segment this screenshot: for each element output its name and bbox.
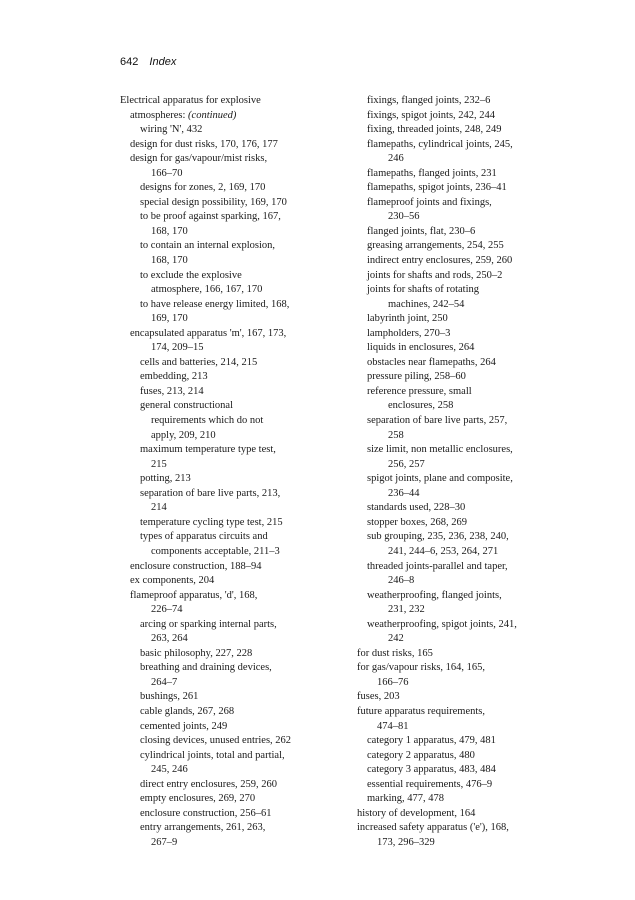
index-entry-text: 263, 264 <box>151 633 188 645</box>
index-entry-text: 173, 296–329 <box>377 836 435 848</box>
index-entry-text: maximum temperature type test, <box>140 444 276 456</box>
index-entry <box>357 501 589 516</box>
index-entry <box>357 734 589 749</box>
index-entry-text: direct entry enclosures, 259, 260 <box>140 778 278 790</box>
index-entry <box>120 429 352 444</box>
index-entry <box>120 545 352 560</box>
index-entry <box>357 472 589 487</box>
index-entry-text: standards used, 228–30 <box>367 502 466 514</box>
index-entry-text: joints for shafts and rods, 250–2 <box>367 269 503 281</box>
index-entry-text: 246–8 <box>388 575 415 587</box>
index-entry-text: greasing arrangements, 254, 255 <box>367 240 504 252</box>
index-entry <box>120 414 352 429</box>
index-entry-text: 267–9 <box>151 836 178 848</box>
index-entry-text: fuses, 213, 214 <box>140 385 204 397</box>
index-entry-text: history of development, 164 <box>357 807 476 819</box>
index-entry <box>357 530 589 545</box>
index-entry-text: 174, 209–15 <box>151 342 204 354</box>
index-entry <box>357 807 589 822</box>
index-entry-text: cable glands, 267, 268 <box>140 705 235 717</box>
index-entry-text: types of apparatus circuits and <box>140 531 268 543</box>
index-entry-text: 246 <box>388 153 404 165</box>
index-entry <box>357 676 589 691</box>
index-entry-text: 166–76 <box>377 676 409 688</box>
index-entry-text: 236–44 <box>388 487 420 499</box>
index-entry-text: enclosure construction, 256–61 <box>140 807 272 819</box>
index-entry-text: to have release energy limited, 168, <box>140 298 290 310</box>
index-entry <box>120 603 352 618</box>
index-entry-text: 226–74 <box>151 604 183 616</box>
index-entry <box>120 94 352 109</box>
index-entry <box>357 254 589 269</box>
index-entry <box>357 298 589 313</box>
index-entry-text: requirements which do not <box>151 415 264 427</box>
index-entry <box>357 720 589 735</box>
index-entry <box>120 109 352 124</box>
index-entry <box>357 429 589 444</box>
index-column-left <box>120 94 352 850</box>
index-entry <box>357 327 589 342</box>
index-entry <box>120 210 352 225</box>
index-entry <box>120 807 352 822</box>
index-entry-text: separation of bare live parts, 257, <box>367 415 508 427</box>
index-entry <box>120 487 352 502</box>
index-entry-text: liquids in enclosures, 264 <box>367 342 475 354</box>
index-entry <box>120 385 352 400</box>
index-entry-text: marking, 477, 478 <box>367 793 444 805</box>
index-entry-text: 256, 257 <box>388 458 425 470</box>
index-entry-text: spigot joints, plane and composite, <box>367 473 513 485</box>
index-entry-text: threaded joints-parallel and taper, <box>367 560 508 572</box>
index-entry-text: general constructional <box>140 400 234 412</box>
index-entry-text: 245, 246 <box>151 764 188 776</box>
index-entry-text: 168, 170 <box>151 225 188 237</box>
index-entry <box>120 181 352 196</box>
index-entry-text: labyrinth joint, 250 <box>367 313 448 325</box>
index-entry <box>357 370 589 385</box>
index-entry-text: ex components, 204 <box>130 575 215 587</box>
index-entry <box>120 690 352 705</box>
index-entry <box>120 341 352 356</box>
index-entry-text: 215 <box>151 458 167 470</box>
index-entry-text: components acceptable, 211–3 <box>151 545 280 557</box>
index-entry <box>120 123 352 138</box>
index-entry-text: fixing, threaded joints, 248, 249 <box>367 124 502 136</box>
index-entry <box>357 603 589 618</box>
index-entry-text: 230–56 <box>388 211 420 223</box>
index-entry <box>120 458 352 473</box>
index-entry-text: machines, 242–54 <box>388 298 465 310</box>
index-entry-text: increased safety apparatus ('e'), 168, <box>357 822 509 834</box>
index-entry-text: flameproof joints and fixings, <box>367 196 492 208</box>
index-entry <box>357 138 589 153</box>
index-entry <box>120 501 352 516</box>
index-entry-text: fixings, spigot joints, 242, 244 <box>367 109 496 121</box>
index-entry-text: separation of bare live parts, 213, <box>140 487 281 499</box>
index-entry-text: bushings, 261 <box>140 691 199 703</box>
index-entry-text: category 1 apparatus, 479, 481 <box>367 735 496 747</box>
index-entry <box>120 399 352 414</box>
index-entry <box>357 792 589 807</box>
index-entry-text: 231, 232 <box>388 604 425 616</box>
index-entry-text: temperature cycling type test, 215 <box>140 516 283 528</box>
index-entry <box>357 269 589 284</box>
index-entry <box>357 283 589 298</box>
index-entry-text: to exclude the explosive <box>140 269 242 281</box>
index-entry <box>357 341 589 356</box>
index-entry-text: 169, 170 <box>151 313 188 325</box>
index-entry <box>357 443 589 458</box>
index-entry <box>120 676 352 691</box>
index-entry <box>120 152 352 167</box>
index-entry <box>357 487 589 502</box>
index-entry-text: to be proof against sparking, 167, <box>140 211 281 223</box>
index-entry <box>120 792 352 807</box>
page-title: Index <box>149 56 177 68</box>
index-entry-text: atmospheres: <box>130 109 189 121</box>
index-entry-text: atmosphere, 166, 167, 170 <box>151 284 263 296</box>
index-entry-text: flanged joints, flat, 230–6 <box>367 225 476 237</box>
index-entry-text: closing devices, unused entries, 262 <box>140 735 292 747</box>
index-entry <box>120 516 352 531</box>
index-entry <box>120 720 352 735</box>
index-entry-text: basic philosophy, 227, 228 <box>140 647 253 659</box>
index-entry-text: cylindrical joints, total and partial, <box>140 749 285 761</box>
index-entry-text: joints for shafts of rotating <box>367 284 479 296</box>
index-entry <box>357 836 589 851</box>
index-entry-text: designs for zones, 2, 169, 170 <box>140 182 266 194</box>
index-entry-text: empty enclosures, 269, 270 <box>140 793 256 805</box>
index-entry <box>120 254 352 269</box>
index-entry <box>120 370 352 385</box>
index-entry-text: essential requirements, 476–9 <box>367 778 493 790</box>
index-entry <box>357 399 589 414</box>
index-entry-text: 241, 244–6, 253, 264, 271 <box>388 545 499 557</box>
index-entry-text: 166–70 <box>151 167 183 179</box>
index-entry-text: category 2 apparatus, 480 <box>367 749 475 761</box>
index-entry <box>357 545 589 560</box>
index-entry-continued: (continued) <box>188 109 237 121</box>
index-entry-text: flamepaths, flanged joints, 231 <box>367 167 497 179</box>
index-entry <box>120 632 352 647</box>
index-entry <box>357 239 589 254</box>
index-entry-text: 214 <box>151 502 167 514</box>
index-entry <box>357 560 589 575</box>
index-entry-text: for dust risks, 165 <box>357 647 433 659</box>
index-entry <box>357 690 589 705</box>
index-entry <box>120 778 352 793</box>
index-entry <box>357 94 589 109</box>
index-entry <box>120 589 352 604</box>
index-entry <box>357 414 589 429</box>
index-entry <box>120 312 352 327</box>
index-entry <box>357 632 589 647</box>
index-entry <box>357 210 589 225</box>
index-entry-text: design for gas/vapour/mist risks, <box>130 153 268 165</box>
index-entry-text: size limit, non metallic enclosures, <box>367 444 513 456</box>
index-entry-text: cells and batteries, 214, 215 <box>140 356 258 368</box>
index-entry-text: breathing and draining devices, <box>140 662 272 674</box>
index-entry-text: arcing or sparking internal parts, <box>140 618 277 630</box>
index-entry-text: future apparatus requirements, <box>357 705 485 717</box>
index-entry-text: indirect entry enclosures, 259, 260 <box>367 255 513 267</box>
index-entry <box>357 181 589 196</box>
index-entry <box>120 734 352 749</box>
index-entry <box>120 574 352 589</box>
index-entry <box>120 749 352 764</box>
index-entry-text: 264–7 <box>151 676 178 688</box>
index-entry <box>120 167 352 182</box>
index-entry-text: reference pressure, small <box>367 385 472 397</box>
index-entry <box>357 647 589 662</box>
index-entry-text: category 3 apparatus, 483, 484 <box>367 764 496 776</box>
index-entry <box>120 661 352 676</box>
index-entry <box>357 356 589 371</box>
index-entry <box>120 327 352 342</box>
index-entry-text: fixings, flanged joints, 232–6 <box>367 95 491 106</box>
index-entry-text: encapsulated apparatus 'm', 167, 173, <box>130 327 287 339</box>
index-entry-text: pressure piling, 258–60 <box>367 371 466 383</box>
index-entry-text: enclosures, 258 <box>388 400 454 412</box>
index-entry <box>357 589 589 604</box>
index-entry <box>120 443 352 458</box>
page-number: 642 <box>120 56 139 68</box>
index-entry <box>120 647 352 662</box>
index-entry-text: Electrical apparatus for explosive <box>120 95 261 106</box>
index-entry <box>357 661 589 676</box>
index-entry <box>357 152 589 167</box>
index-entry-text: flamepaths, cylindrical joints, 245, <box>367 138 513 150</box>
index-entry <box>357 196 589 211</box>
index-entry <box>120 225 352 240</box>
index-entry <box>357 618 589 633</box>
index-column-right <box>357 94 589 850</box>
index-entry <box>120 705 352 720</box>
index-entry <box>357 821 589 836</box>
index-entry-text: weatherproofing, spigot joints, 241, <box>367 618 517 630</box>
index-entry <box>120 560 352 575</box>
index-entry <box>120 239 352 254</box>
index-entry-text: sub grouping, 235, 236, 238, 240, <box>367 531 509 543</box>
index-entry <box>120 530 352 545</box>
index-entry-text: for gas/vapour risks, 164, 165, <box>357 662 486 674</box>
index-entry <box>357 778 589 793</box>
index-entry <box>120 196 352 211</box>
index-entry-text: design for dust risks, 170, 176, 177 <box>130 138 278 150</box>
index-entry <box>357 385 589 400</box>
index-entry-text: cemented joints, 249 <box>140 720 228 732</box>
index-entry <box>120 138 352 153</box>
index-entry <box>120 472 352 487</box>
page-header <box>120 56 176 68</box>
index-entry-text: fuses, 203 <box>357 691 400 703</box>
index-entry-text: lampholders, 270–3 <box>367 327 451 339</box>
index-entry <box>120 269 352 284</box>
index-entry-text: enclosure construction, 188–94 <box>130 560 262 572</box>
index-entry <box>120 298 352 313</box>
index-entry-text: potting, 213 <box>140 473 191 485</box>
index-entry <box>357 705 589 720</box>
index-entry <box>357 225 589 240</box>
index-entry <box>120 836 352 851</box>
index-entry-text: obstacles near flamepaths, 264 <box>367 356 496 368</box>
index-entry-text: apply, 209, 210 <box>151 429 216 441</box>
index-entry-text: 168, 170 <box>151 255 188 267</box>
index-entry <box>120 763 352 778</box>
index-entry-text: 242 <box>388 633 404 645</box>
index-entry <box>357 516 589 531</box>
index-entry <box>357 123 589 138</box>
index-entry-text: 258 <box>388 429 404 441</box>
index-entry-text: flamepaths, spigot joints, 236–41 <box>367 182 507 194</box>
index-entry <box>120 356 352 371</box>
index-entry <box>357 109 589 124</box>
index-entry-text: wiring 'N', 432 <box>140 124 203 136</box>
index-entry-text: special design possibility, 169, 170 <box>140 196 287 208</box>
index-entry-text: 474–81 <box>377 720 409 732</box>
index-entry <box>357 749 589 764</box>
index-entry <box>357 574 589 589</box>
index-entry <box>357 312 589 327</box>
index-entry <box>120 821 352 836</box>
index-entry-text: to contain an internal explosion, <box>140 240 276 252</box>
index-entry-text: embedding, 213 <box>140 371 208 383</box>
index-entry <box>120 283 352 298</box>
index-entry <box>357 167 589 182</box>
index-entry <box>357 458 589 473</box>
index-entry-text: stopper boxes, 268, 269 <box>367 516 468 528</box>
index-entry <box>357 763 589 778</box>
index-entry-text: weatherproofing, flanged joints, <box>367 589 502 601</box>
index-entry-text: entry arrangements, 261, 263, <box>140 822 266 834</box>
index-entry <box>120 618 352 633</box>
index-entry-text: flameproof apparatus, 'd', 168, <box>130 589 258 601</box>
